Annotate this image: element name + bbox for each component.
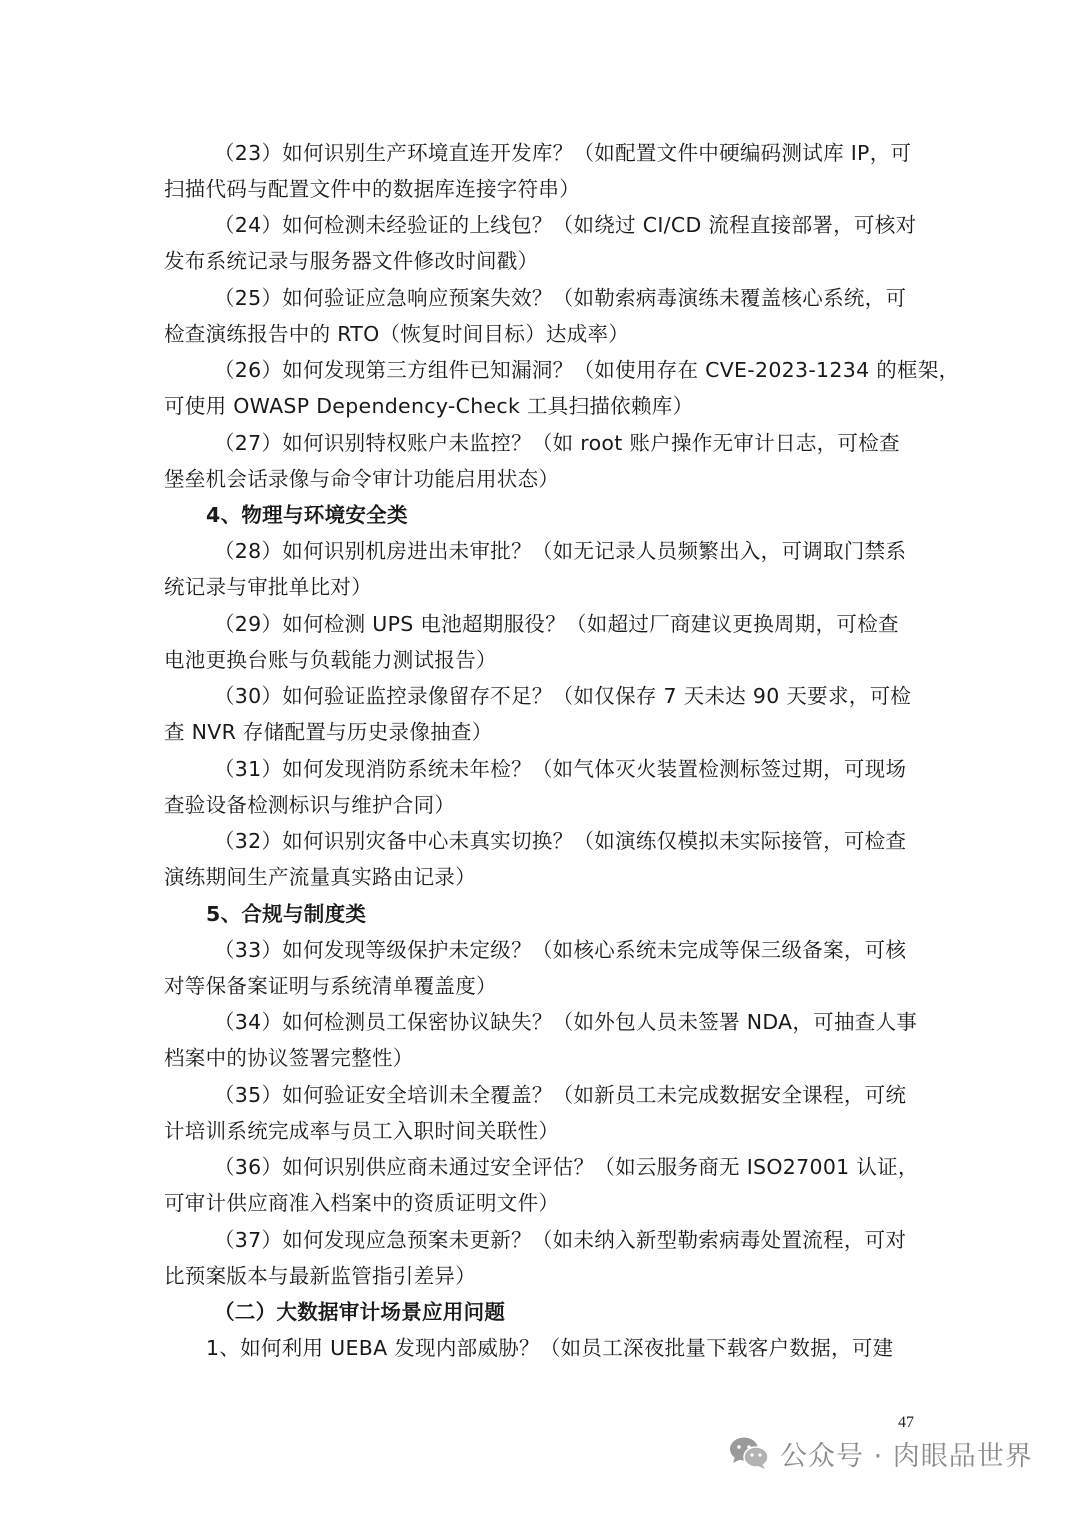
paragraph-line: （31）如何发现消防系统未年检？（如气体灭火装置检测标签过期，可现场 — [214, 757, 907, 781]
paragraph-line: （25）如何验证应急响应预案失效？（如勒索病毒演练未覆盖核心系统，可 — [214, 286, 907, 310]
paragraph-line: 演练期间生产流量真实路由记录） — [164, 865, 476, 889]
watermark-text: 公众号 · 肉眼品世界 — [780, 1440, 1033, 1472]
paragraph-line: （29）如何检测 UPS 电池超期服役？（如超过厂商建议更换周期，可检查 — [214, 612, 899, 636]
paragraph-line: 比预案版本与最新监管指引差异） — [164, 1264, 476, 1288]
section-heading: 4、物理与环境安全类 — [206, 503, 408, 527]
paragraph-line: 可使用 OWASP Dependency-Check 工具扫描依赖库） — [164, 394, 694, 418]
paragraph-line: （36）如何识别供应商未通过安全评估？（如云服务商无 ISO27001 认证， — [214, 1155, 919, 1179]
paragraph-line: （35）如何验证安全培训未全覆盖？（如新员工未完成数据安全课程，可统 — [214, 1083, 907, 1107]
paragraph-line: （28）如何识别机房进出未审批？（如无记录人员频繁出入，可调取门禁系 — [214, 539, 907, 563]
paragraph-line: 发布系统记录与服务器文件修改时间戳） — [164, 249, 539, 273]
paragraph-line: 对等保备案证明与系统清单覆盖度） — [164, 974, 497, 998]
paragraph-line: 堡垒机会话录像与命令审计功能启用状态） — [164, 467, 560, 491]
paragraph-line: 计培训系统完成率与员工入职时间关联性） — [164, 1119, 560, 1143]
paragraph-line: 查 NVR 存储配置与历史录像抽查） — [164, 720, 493, 744]
paragraph-line: （30）如何验证监控录像留存不足？（如仅保存 7 天未达 90 天要求，可检 — [214, 684, 912, 708]
subsection-heading: （二）大数据审计场景应用问题 — [214, 1300, 506, 1324]
paragraph-line: （32）如何识别灾备中心未真实切换？（如演练仅模拟未实际接管，可检查 — [214, 829, 907, 853]
watermark — [728, 1431, 1033, 1475]
wechat-icon — [728, 1435, 770, 1471]
paragraph-line: 1、如何利用 UEBA 发现内部威胁？（如员工深夜批量下载客户数据，可建 — [206, 1336, 894, 1360]
paragraph-line: （34）如何检测员工保密协议缺失？（如外包人员未签署 NDA，可抽查人事 — [214, 1010, 918, 1034]
paragraph-line: 可审计供应商准入档案中的资质证明文件） — [164, 1191, 560, 1215]
paragraph-line: （33）如何发现等级保护未定级？（如核心系统未完成等保三级备案，可核 — [214, 938, 907, 962]
paragraph-line: （27）如何识别特权账户未监控？（如 root 账户操作无审计日志，可检查 — [214, 431, 900, 455]
paragraph-line: 检查演练报告中的 RTO（恢复时间目标）达成率） — [164, 322, 630, 346]
paragraph-line: 扫描代码与配置文件中的数据库连接字符串） — [164, 177, 580, 201]
paragraph-line: 查验设备检测标识与维护合同） — [164, 793, 456, 817]
paragraph-line: 统记录与审批单比对） — [164, 575, 372, 599]
paragraph-line: 档案中的协议签署完整性） — [164, 1046, 414, 1070]
page-number: 47 — [898, 1414, 914, 1431]
paragraph-line: （26）如何发现第三方组件已知漏洞？（如使用存在 CVE-2023-1234 的框架， — [214, 358, 960, 382]
paragraph-line: （23）如何识别生产环境直连开发库？（如配置文件中硬编码测试库 IP，可 — [214, 141, 912, 165]
paragraph-line: （37）如何发现应急预案未更新？（如未纳入新型勒索病毒处置流程，可对 — [214, 1228, 907, 1252]
paragraph-line: 电池更换台账与负载能力测试报告） — [164, 648, 497, 672]
paragraph-line: （24）如何检测未经验证的上线包？（如绕过 CI/CD 流程直接部署，可核对 — [214, 213, 917, 237]
section-heading: 5、合规与制度类 — [206, 902, 367, 926]
